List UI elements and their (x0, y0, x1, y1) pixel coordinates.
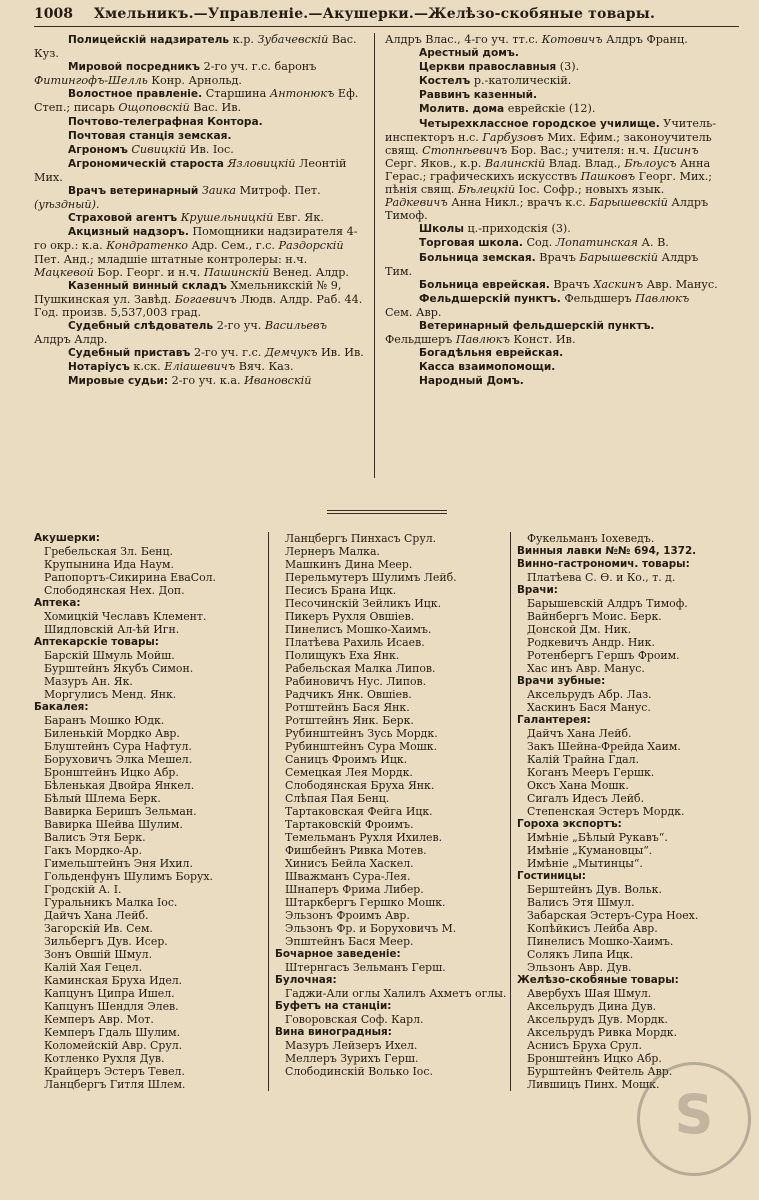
category-heading: Желѣзо-скобяные товары: (517, 974, 679, 986)
person-surname: Богаевичъ (174, 292, 237, 306)
category-heading: Гороха экспортъ: (517, 818, 622, 830)
list-item: Бронштейнъ Ицко Абр. (527, 1052, 662, 1065)
entry-paragraph (385, 60, 718, 74)
list-item: Шнаперъ Фрима Либер. (285, 883, 424, 896)
list-item: Авербухъ Шая Шмул. (527, 987, 652, 1000)
list-item: Шважманъ Сура-Лея. (285, 870, 411, 883)
page-title: Хмельникъ.—Управленіе.—Акушерки.—Желѣзо-скобяные товары. (94, 6, 656, 22)
category-heading: Винныя лавки №№ 694, 1372. (517, 545, 697, 557)
list-item: Рабельская Малка Липов. (285, 662, 436, 675)
person-surname: Барышевскій (579, 250, 658, 264)
office-name: Судебный приставъ (68, 347, 191, 360)
category-heading: Булочная: (275, 974, 337, 986)
listing-column-2 (268, 532, 510, 1091)
list-item: Оксъ Хана Мошк. (527, 779, 629, 792)
entry-paragraph (34, 184, 364, 211)
entry-text: 2-го уч. г.с. баронъ (200, 60, 317, 74)
administration-section (34, 33, 739, 478)
list-item: Каминская Бруха Идел. (44, 974, 183, 987)
list-item: Валисъ Этя Берк. (44, 831, 146, 844)
list-item: Кемперъ Авр. Мот. (44, 1013, 154, 1026)
entry-text: Вяч. Каз. (235, 360, 294, 374)
office-name: Арестный домъ. (419, 47, 519, 60)
entry-text: Сем. Авр. (385, 305, 442, 319)
list-item: Капцунъ Шендля Элев. (44, 1000, 179, 1013)
entry-text: Алдръ Алдр. (34, 333, 108, 347)
entry-text: Георг. Мих.; пѣнія свящ. (385, 169, 713, 197)
list-item: Моргулисъ Менд. Янк. (44, 688, 177, 701)
page-number: 1008 (34, 6, 73, 22)
entry-text: Людв. Алдр. Раб. 44. Год. произв. 5,537,003 град. (34, 292, 363, 319)
list-item: Коганъ Мееръ Гершк. (527, 766, 655, 779)
category-heading: Бочарное заведеніе: (275, 948, 401, 960)
list-item: Хас инъ Авр. Манус. (527, 662, 645, 675)
entry-text: ц.-приходскія (3). (463, 222, 571, 236)
list-item: Калій Трайна Гдал. (527, 753, 640, 766)
list-item: Донской Дм. Ник. (527, 623, 632, 636)
list-item: Платѣева Рахиль Исаев. (285, 636, 425, 649)
entry-text: Бор. Вас.; учителя: н.ч. (507, 143, 654, 157)
list-item: Шидловскій Ал-ѣй Игн. (44, 623, 180, 636)
person-surname: Зубачевскій (257, 33, 329, 46)
list-item: Пинелисъ Мошко-Хаимъ. (527, 935, 674, 948)
office-name: Четырехклассное городское училище. (419, 117, 660, 130)
entry-text: Врачъ (549, 277, 594, 291)
entry-text: Вас. Ив. (189, 101, 242, 115)
entry-text: Леонтій Мих. (34, 156, 347, 184)
list-item: Платѣева С. Ө. и Ко., т. д. (527, 571, 676, 584)
list-item: Барскій Шмуль Мойш. (44, 649, 175, 662)
list-item: Солякъ Липа Ицк. (527, 948, 634, 961)
list-item: Рабиновичъ Нус. Липов. (285, 675, 427, 688)
entry-paragraph (34, 319, 364, 346)
office-name: Почтово-телеграфная Контора. (68, 115, 263, 128)
person-surname: Стопнѣевичъ (422, 143, 508, 157)
person-surname: Бѣлецкій (458, 183, 516, 197)
list-item: Лернеръ Малка. (285, 545, 380, 558)
list-item: Забарская Эстеръ-Сура Ноех. (527, 909, 699, 922)
category-heading: Акушерки: (34, 532, 100, 544)
list-item: Биленькій Мордко Авр. (44, 727, 180, 740)
person-surname: Демчукъ (264, 346, 318, 360)
list-item: Берштейнъ Дув. Вольк. (527, 883, 662, 896)
entry-paragraph (34, 211, 364, 225)
category-heading: Врачи зубные: (517, 675, 606, 687)
list-item: Лившицъ Пинх. Мошк. (527, 1078, 660, 1091)
person-surname: Пашковъ (580, 169, 636, 183)
list-item: Радчикъ Янк. Овшіев. (285, 688, 412, 701)
entry-paragraph (385, 251, 718, 278)
entry-text: Фельдшеръ (560, 291, 636, 305)
library-stamp: S (637, 1062, 751, 1176)
list-item: Фишбейнъ Ривка Мотев. (285, 844, 427, 857)
entry-text: Старшина (202, 87, 270, 101)
person-surname: Бѣлоусъ (624, 156, 677, 170)
category-heading: Бакалея: (34, 701, 89, 713)
entry-text: Учитель-инспекторъ н.с. (385, 116, 717, 144)
person-surname: Цисинъ (653, 143, 699, 157)
list-item: Кемперъ Гдаль Шулим. (44, 1026, 181, 1039)
entry-text: 2-го уч. к.а. (168, 374, 245, 388)
office-name: Раввинъ казенный. (419, 89, 538, 102)
administration-right-column (374, 33, 718, 478)
office-name: Почтовая станція земская. (68, 129, 232, 142)
list-item: Эльзонъ Фр. и Боруховичъ М. (285, 922, 457, 935)
list-item: Вавирка Беришъ Зельман. (44, 805, 197, 818)
person-surname: Крушельницкій (180, 211, 274, 225)
list-item: Вавирка Шейва Шулим. (44, 818, 183, 831)
entry-paragraph (385, 33, 718, 46)
list-item: Слѣпая Пая Бенц. (285, 792, 390, 805)
list-item: Бурштейнъ Фейтель Авр. (527, 1065, 673, 1078)
office-name: Народный Домъ. (419, 375, 524, 388)
list-item: Мазуръ Ан. Як. (44, 675, 133, 688)
office-name: Страховой агентъ (68, 212, 178, 225)
business-listings (34, 532, 739, 1091)
list-item: Темельманъ Рухля Ихилев. (285, 831, 443, 844)
list-item: Тартаковскій Фроимъ. (285, 818, 414, 831)
list-item: Машкинъ Дина Меер. (285, 558, 413, 571)
category-heading: Врачи: (517, 584, 558, 596)
entry-paragraph (385, 360, 718, 374)
person-surname: Мацкевой (34, 265, 94, 279)
list-item: Имѣніе „Мытинцы“. (527, 857, 643, 870)
entry-text: Сод. (522, 236, 556, 250)
entry-text: Анна Никл.; врачъ к.с. (447, 196, 590, 210)
entry-text: 2-го уч. г.с. (190, 346, 265, 360)
person-surname: Заика (201, 184, 237, 198)
office-name: Больница земская. (419, 251, 536, 264)
office-name: Акцизный надзоръ. (68, 226, 189, 239)
entry-paragraph (385, 102, 718, 116)
entry-text: Алдръ Тимоф. (385, 196, 709, 223)
entry-text: А. В. (637, 236, 669, 250)
office-name: Мировые судьи: (68, 375, 169, 388)
entry-text: Ив. Ив. (317, 346, 364, 360)
list-item: Крайцеръ Эстеръ Тевел. (44, 1065, 185, 1078)
entry-paragraph (34, 374, 364, 388)
list-item: Гаджи-Али оглы Халилъ Ахметъ оглы. (285, 987, 507, 1000)
list-item: Родкевичъ Андр. Ник. (527, 636, 655, 649)
entry-text: Влад. Влад., (545, 156, 625, 170)
list-item: Ротенбергъ Гершъ Фроим. (527, 649, 680, 662)
entry-text: Евг. Як. (273, 211, 324, 225)
entry-paragraph (385, 222, 718, 236)
entry-text: Конст. Ив. (509, 333, 576, 347)
office-name: Касса взаимопомощи. (419, 361, 556, 374)
category-heading: Аптекарскіе товары: (34, 636, 159, 648)
list-item: Калій Хая Гецел. (44, 961, 143, 974)
list-item: Перельмутеръ Шулимъ Лейб. (285, 571, 457, 584)
entry-paragraph (34, 115, 364, 129)
list-item: Барышевскій Алдръ Тимоф. (527, 597, 688, 610)
list-item: Песочинскій Зейликъ Ицк. (285, 597, 442, 610)
list-item: Ротштейнъ Бася Янк. (285, 701, 410, 714)
entry-paragraph (34, 143, 364, 157)
office-name: Костелъ (419, 75, 471, 88)
category-heading: Вина виноградныя: (275, 1026, 392, 1038)
office-name: Школы (419, 223, 464, 236)
list-item: Эльзонъ Фроимъ Авр. (285, 909, 410, 922)
entry-paragraph (385, 346, 718, 360)
entry-text: Конр. Арнольд. (147, 74, 242, 88)
person-surname: Валинскій (484, 156, 546, 170)
list-item: Слободянская Нех. Доп. (44, 584, 185, 597)
list-item: Гимельштейнъ Эня Ихил. (44, 857, 193, 870)
list-item: Аксельрудъ Ривка Мордк. (527, 1026, 678, 1039)
person-surname: Язловицкій (227, 156, 296, 170)
entry-text: Помощники надзирателя 4-го окр.: к.а. (34, 225, 358, 253)
person-surname: Кондратенко (106, 239, 188, 253)
list-item: Эпштейнъ Бася Меер. (285, 935, 414, 948)
list-item: Семецкая Лея Мордк. (285, 766, 413, 779)
person-surname: Еліашевичъ (164, 360, 236, 374)
person-surname: (уѣздный). (34, 198, 100, 212)
entry-paragraph (34, 33, 364, 60)
list-item: Дайчъ Хана Лейб. (527, 727, 632, 740)
list-item: Меллеръ Зурихъ Герш. (285, 1052, 419, 1065)
entry-paragraph (34, 279, 364, 319)
person-surname: Ощоповскій (118, 101, 190, 115)
entry-paragraph (34, 225, 364, 278)
list-item: Гольденфунъ Шулимъ Борух. (44, 870, 214, 883)
person-surname: Пашинскій (203, 265, 270, 279)
office-name: Волостное правленіе. (68, 88, 203, 101)
entry-text: Алдръ Франц. (602, 33, 688, 46)
list-item: Степенская Эстеръ Мордк. (527, 805, 685, 818)
page-header (34, 6, 739, 27)
entry-text: Врачъ (535, 250, 580, 264)
list-item: Баранъ Мошко Юдк. (44, 714, 165, 727)
list-item: Бѣлый Шлема Берк. (44, 792, 161, 805)
entry-text: Хмельникскій № 9, Пушкинская ул. Завѣд. (34, 278, 342, 306)
person-surname: Раздорскій (278, 239, 344, 253)
entry-text: к.ск. (129, 360, 165, 374)
list-item: Загорскій Ив. Сем. (44, 922, 153, 935)
person-surname: Антонюкъ (269, 87, 335, 101)
entry-paragraph (34, 360, 364, 374)
office-name: Ветеринарный фельдшерскій пунктъ. (419, 319, 655, 332)
office-name: Полицейскій надзиратель (68, 34, 230, 46)
list-item: Зонъ Овшій Шмул. (44, 948, 153, 961)
listing-column-3 (510, 532, 707, 1091)
section-divider (327, 510, 447, 514)
entry-paragraph (385, 117, 718, 223)
entry-text: (3). (556, 60, 580, 74)
list-item: Бурштейнъ Якубъ Симон. (44, 662, 194, 675)
list-item: Гребельская Зл. Бенц. (44, 545, 174, 558)
list-item: Слободянская Бруха Янк. (285, 779, 435, 792)
category-heading: Гостиницы: (517, 870, 586, 882)
list-item: Боруховичъ Элка Мешел. (44, 753, 193, 766)
list-item: Зильбергъ Дув. Исер. (44, 935, 168, 948)
category-heading: Аптека: (34, 597, 81, 609)
list-item: Валисъ Этя Шмул. (527, 896, 635, 909)
list-item: Имѣніе „Бѣлый Рукавъ“. (527, 831, 668, 844)
entry-text: Серг. Яков., к.р. (385, 156, 485, 170)
person-surname: Гарбузовъ (482, 130, 544, 144)
list-item: Хомицкій Чеславъ Клемент. (44, 610, 207, 623)
list-item: Сигалъ Идесъ Лейб. (527, 792, 645, 805)
entry-paragraph (385, 88, 718, 102)
entry-text: 2-го уч. (213, 318, 265, 332)
list-item: Ланцбергъ Пинхасъ Срул. (285, 532, 437, 545)
entry-text: Іос. Софр.; новыхъ язык. (515, 183, 665, 197)
person-surname: Радкевичъ (385, 196, 448, 210)
category-heading: Буфетъ на станціи: (275, 1000, 392, 1012)
entry-paragraph (34, 87, 364, 114)
person-surname: Ивановскій (244, 374, 312, 388)
entry-text: Бор. Георг. и н.ч. (93, 265, 204, 279)
list-item: Аксельрудъ Абр. Лаз. (527, 688, 652, 701)
list-item: Штаркбергъ Гершко Мошк. (285, 896, 446, 909)
entry-text: Алдръ Тим. (385, 250, 699, 278)
list-item: Дайчъ Хана Лейб. (44, 909, 149, 922)
entry-text: Алдръ Влас., 4-го уч. тт.с. (385, 33, 542, 46)
entry-paragraph (385, 292, 718, 319)
list-item: Аксельрудъ Дув. Мордк. (527, 1013, 668, 1026)
entry-paragraph (385, 319, 718, 346)
office-name: Судебный слѣдователь (68, 319, 214, 332)
person-surname: Васильевъ (264, 318, 328, 332)
list-item: Коломейскій Авр. Срул. (44, 1039, 183, 1052)
office-name: Нотаріусъ (68, 361, 130, 374)
list-item: Штернгасъ Зельманъ Герш. (285, 961, 446, 974)
list-item: Ротштейнъ Янк. Берк. (285, 714, 414, 727)
list-item: Рубинштейнъ Сура Мошк. (285, 740, 438, 753)
person-surname: Котовичъ (541, 33, 603, 46)
list-item: Рапопортъ-Сикирина ЕваСол. (44, 571, 217, 584)
entry-paragraph (385, 278, 718, 292)
entry-text: Митроф. Пет. (236, 184, 321, 198)
administration-left-column (34, 33, 374, 478)
list-item: Хинисъ Бейла Хаскел. (285, 857, 414, 870)
entry-text: к.р. (229, 33, 258, 46)
list-item: Тартаковская Фейга Ицк. (285, 805, 433, 818)
list-item: Бѣленькая Двойра Янкел. (44, 779, 195, 792)
entry-paragraph (34, 157, 364, 184)
category-heading: Винно-гастрономич. товары: (517, 558, 690, 570)
entry-text: еврейскіе (12). (504, 102, 596, 116)
list-item: Аксельрудъ Дина Дув. (527, 1000, 657, 1013)
office-name: Казенный винный складъ (68, 279, 227, 292)
list-item: Хаскинъ Бася Манус. (527, 701, 651, 714)
entry-paragraph (385, 74, 718, 88)
person-surname: Лопатинская (555, 236, 638, 250)
office-name: Фельдшерскій пунктъ. (419, 292, 561, 305)
list-item: Бронштейнъ Ицко Абр. (44, 766, 179, 779)
list-item: Капцунъ Ципра Ишел. (44, 987, 175, 1000)
list-item: Вайнбергъ Моис. Берк. (527, 610, 662, 623)
office-name: Торговая школа. (419, 237, 523, 250)
list-item: Аснисъ Бруха Срул. (527, 1039, 642, 1052)
category-heading: Галантерея: (517, 714, 591, 726)
entry-paragraph (385, 46, 718, 60)
list-item: Гуральникъ Малка Іос. (44, 896, 178, 909)
entry-text: Пет. Анд.; младшіе штатные контролеры: н.ч. (34, 252, 308, 266)
list-item: Блуштейнъ Сура Нафтул. (44, 740, 192, 753)
entry-text: Авр. Манус. (643, 277, 718, 291)
entry-paragraph (34, 346, 364, 360)
entry-paragraph (385, 236, 718, 250)
office-name: Врачъ ветеринарный (68, 185, 199, 198)
entry-text: Анна Герас.; графическихъ искусствъ (385, 156, 711, 183)
list-item: Имѣніе „Кумановцы“. (527, 844, 653, 857)
list-item: Фукельманъ Іохеведъ. (527, 532, 655, 545)
list-item: Пикеръ Рухля Овшіев. (285, 610, 415, 623)
office-name: Агрономъ (68, 143, 128, 156)
entry-text: Венед. Алдр. (269, 265, 349, 279)
office-name: Богадѣльня еврейская. (419, 347, 564, 360)
person-surname: Павлюкъ (455, 333, 510, 347)
list-item: Гродскій А. І. (44, 883, 122, 896)
person-surname: Фитингофъ-Шелль (34, 74, 148, 88)
entry-paragraph (34, 129, 364, 143)
list-item: Пинелисъ Мошко-Хаимъ. (285, 623, 432, 636)
office-name: Мировой посредникъ (68, 61, 201, 74)
list-item: Закъ Шейна-Фрейда Хаим. (527, 740, 681, 753)
office-name: Молитв. дома (419, 103, 505, 116)
list-item: Песисъ Брана Ицк. (285, 584, 397, 597)
list-item: Котленко Рухля Дув. (44, 1052, 165, 1065)
office-name: Агрономическій староста (68, 157, 224, 170)
list-item: Эльзонъ Авр. Дув. (527, 961, 632, 974)
entry-text: Адр. Сем., г.с. (187, 239, 279, 253)
list-item: Говоровская Соф. Карл. (285, 1013, 424, 1026)
person-surname: Павлюкъ (635, 291, 690, 305)
entry-text: Еф. Степ.; писарь (34, 87, 359, 115)
entry-paragraph (385, 374, 718, 388)
office-name: Больница еврейская. (419, 278, 550, 291)
person-surname: Хаскинъ (593, 277, 644, 291)
list-item: Рубинштейнъ Зусь Мордк. (285, 727, 438, 740)
listing-column-1 (34, 532, 268, 1091)
entry-text: Вас. Куз. (34, 33, 357, 61)
entry-text: Ив. Іос. (186, 142, 234, 156)
list-item: Гакъ Мордко-Ар. (44, 844, 143, 857)
list-item: Мазуръ Лейзеръ Ихел. (285, 1039, 418, 1052)
entry-text: Мих. Ефим.; законоучитель свящ. (385, 130, 712, 157)
office-name: Церкви православныя (419, 61, 557, 74)
list-item: Саницъ Фроимъ Ицк. (285, 753, 408, 766)
list-item: Полищукъ Еха Янк. (285, 649, 400, 662)
entry-paragraph (34, 60, 364, 87)
entry-text: р.-католическій. (470, 74, 572, 88)
list-item: Слободинскій Волько Іос. (285, 1065, 433, 1078)
list-item: Крупынина Ида Наум. (44, 558, 174, 571)
list-item: Ланцбергъ Гитля Шлем. (44, 1078, 186, 1091)
person-surname: Сивицкій (131, 142, 187, 156)
entry-text: Фельдшеръ (385, 333, 456, 347)
list-item: Копѣйкисъ Лейба Авр. (527, 922, 658, 935)
person-surname: Барышевскій (589, 196, 668, 210)
